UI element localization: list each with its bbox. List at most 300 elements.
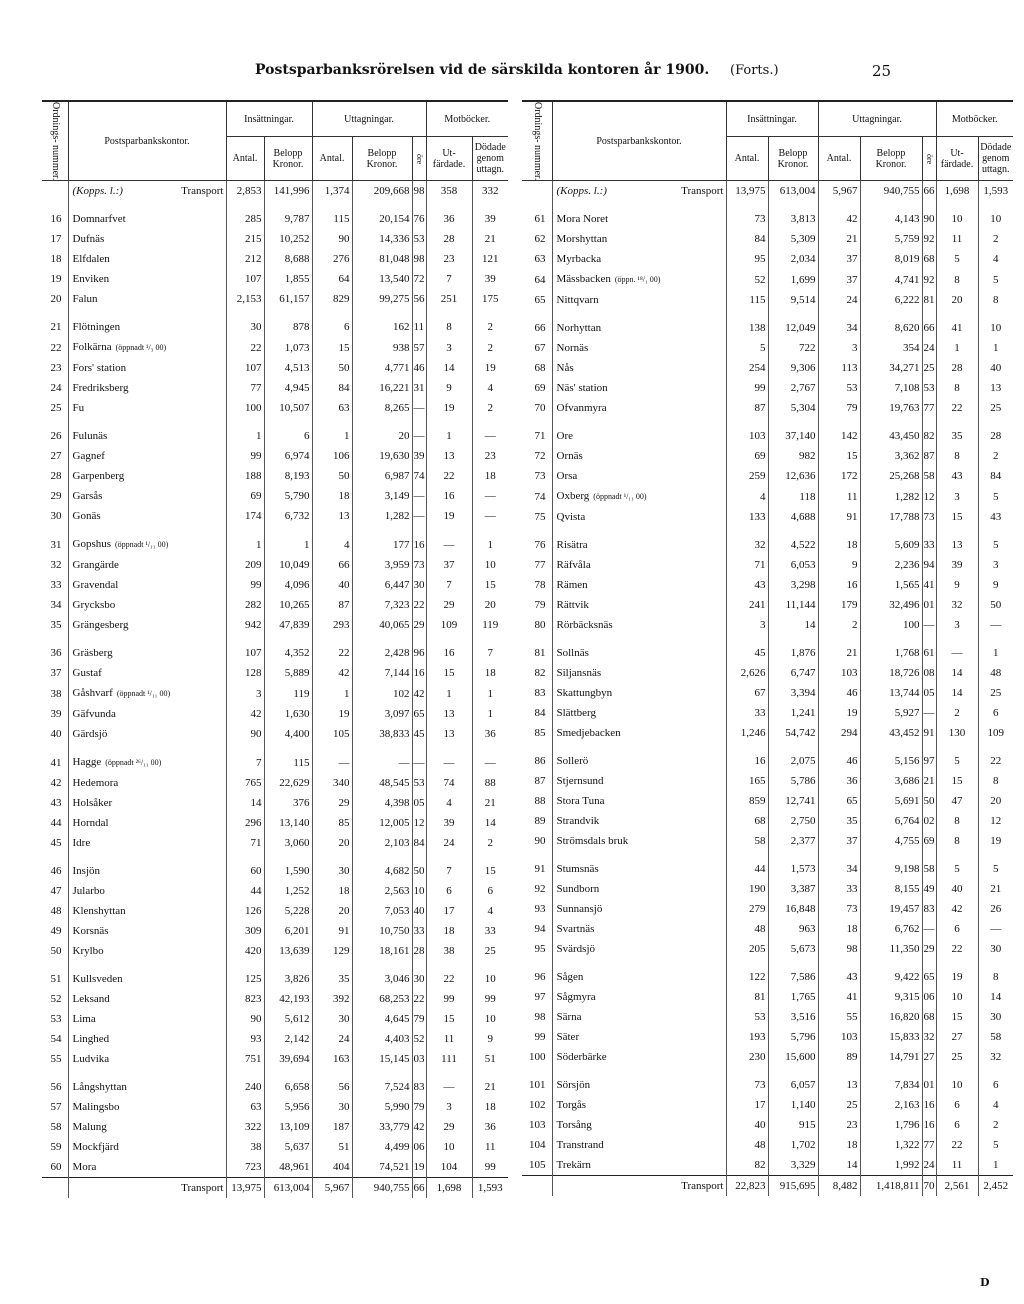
- cell-utt-kronor: 3,149: [352, 486, 412, 506]
- cell-utt-antal: 42: [312, 663, 352, 683]
- table-row: [522, 831, 1013, 851]
- cell-dod: 19: [978, 831, 1013, 851]
- office-name: [68, 1069, 226, 1097]
- table-row: [42, 337, 508, 358]
- office-name: [552, 831, 726, 851]
- office-name: [68, 921, 226, 941]
- cell-ins-antal: 190: [726, 879, 768, 899]
- cell-dod: 21: [978, 879, 1013, 899]
- office-name: [552, 1027, 726, 1047]
- cell-ins-belopp: 1,699: [768, 269, 818, 290]
- cell-utt-kronor: 7,524: [352, 1069, 412, 1097]
- cell-ins-belopp: 6,658: [264, 1069, 312, 1097]
- cell-utf: 29: [426, 595, 472, 615]
- cell-ins-belopp: 3,060: [264, 833, 312, 853]
- cell-utt-kronor: 4,143: [860, 201, 922, 229]
- cell-ins-antal: 723: [226, 1157, 264, 1178]
- table-row: [522, 507, 1013, 527]
- cell-utf: 13: [426, 724, 472, 744]
- table-row: [522, 1155, 1013, 1176]
- office-name: [552, 418, 726, 446]
- cell-utt-kronor: 48,545: [352, 773, 412, 793]
- cell-dod: —: [472, 744, 508, 773]
- cell-utf: 16: [426, 486, 472, 506]
- row-number: 19: [50, 273, 62, 286]
- transport-label: [552, 181, 726, 202]
- cell-utf: 130: [936, 723, 978, 743]
- table-row: [522, 229, 1013, 249]
- table-row: [42, 1029, 508, 1049]
- left-table: [42, 100, 508, 1198]
- row-number: 23: [50, 362, 62, 375]
- cell-ins-antal: 3: [226, 683, 264, 704]
- office-name: [552, 1115, 726, 1135]
- table-row: [42, 793, 508, 813]
- office-name-text: Fors' station: [72, 362, 127, 375]
- cell-utt-ore: 45: [412, 724, 426, 744]
- office-name: [552, 358, 726, 378]
- cell-utt-kronor: 19,763: [860, 398, 922, 418]
- cell-ins-belopp: 54,742: [768, 723, 818, 743]
- cell-utt-antal: 404: [312, 1157, 352, 1178]
- office-name: [68, 941, 226, 961]
- cell-utt-ore: 05: [412, 793, 426, 813]
- cell-utf: 1: [936, 338, 978, 358]
- cell-utf: —: [426, 1069, 472, 1097]
- cell-dod: 10: [472, 1009, 508, 1029]
- office-name: [552, 201, 726, 229]
- cell-ins-belopp: 3,813: [768, 201, 818, 229]
- cell-ins-belopp: 5,304: [768, 398, 818, 418]
- cell-utt-kronor: 2,428: [352, 635, 412, 663]
- cell-ins-belopp: 8,193: [264, 466, 312, 486]
- cell-ins-belopp: 10,507: [264, 398, 312, 418]
- cell-utt-antal: 34: [818, 851, 860, 879]
- office-name-text: Qvista: [556, 511, 586, 524]
- row-number: 27: [50, 450, 62, 463]
- office-name: [68, 1137, 226, 1157]
- cell-utf: 10: [936, 987, 978, 1007]
- cell-dod: 48: [978, 663, 1013, 683]
- cell-ins-antal: 296: [226, 813, 264, 833]
- cell-utt-antal: 340: [312, 773, 352, 793]
- cell-ins-belopp: 10,252: [264, 229, 312, 249]
- cell-utt-antal: 179: [818, 595, 860, 615]
- table-row: [42, 446, 508, 466]
- office-name-text: Idre: [72, 837, 91, 850]
- col-header-kontor: Postsparbankskontor.: [68, 101, 226, 181]
- row-number: 105: [529, 1159, 546, 1172]
- cell-ins-antal: 22,823: [726, 1176, 768, 1197]
- office-name-text: Grängesberg: [72, 619, 129, 632]
- cell-utt-ore: 72: [412, 269, 426, 289]
- table-row: [42, 1117, 508, 1137]
- cell-ins-belopp: 13,639: [264, 941, 312, 961]
- col-header-utt-belopp: [352, 137, 412, 181]
- cell-utt-kronor: 6,762: [860, 919, 922, 939]
- cell-ins-antal: 90: [226, 724, 264, 744]
- cell-utt-kronor: 102: [352, 683, 412, 704]
- office-name: [552, 378, 726, 398]
- office-name: [552, 269, 726, 290]
- cell-ins-antal: 122: [726, 959, 768, 987]
- cell-utt-antal: —: [312, 744, 352, 773]
- cell-ins-antal: 107: [226, 635, 264, 663]
- office-name: [68, 961, 226, 989]
- cell-dod: 32: [978, 1047, 1013, 1067]
- cell-utt-antal: 1: [312, 683, 352, 704]
- cell-utt-antal: 115: [312, 201, 352, 229]
- cell-utf: 9: [426, 378, 472, 398]
- cell-utf: 6: [936, 1095, 978, 1115]
- office-name-text: Torgås: [556, 1099, 587, 1112]
- cell-utf: 3: [426, 337, 472, 358]
- cell-dod: 7: [472, 635, 508, 663]
- cell-utt-ore: 53: [922, 378, 936, 398]
- table-row: [522, 959, 1013, 987]
- cell-utf: 43: [936, 466, 978, 486]
- cell-utf: 5: [936, 851, 978, 879]
- office-name: [68, 1117, 226, 1137]
- cell-dod: 10: [472, 961, 508, 989]
- office-name: [68, 506, 226, 526]
- cell-dod: —: [978, 919, 1013, 939]
- row-number: [42, 181, 68, 202]
- col-header-utfardade: Ut- färdade.: [936, 137, 978, 181]
- cell-ins-belopp: 1,073: [264, 337, 312, 358]
- cell-utt-ore: 94: [922, 555, 936, 575]
- col-header-ore: [922, 137, 936, 181]
- row-number: 87: [534, 775, 546, 788]
- transport-in-row: [42, 181, 508, 202]
- cell-utf: 40: [936, 879, 978, 899]
- cell-utf: 29: [426, 1117, 472, 1137]
- table-row: [42, 398, 508, 418]
- cell-utt-kronor: 940,755: [352, 1178, 412, 1199]
- cell-ins-antal: 209: [226, 555, 264, 575]
- table-row: [42, 358, 508, 378]
- cell-utf: 10: [426, 1137, 472, 1157]
- table-row: [522, 486, 1013, 507]
- cell-dod: 14: [472, 813, 508, 833]
- office-name-text: Nås: [556, 362, 574, 375]
- cell-ins-belopp: 3,826: [264, 961, 312, 989]
- cell-utt-antal: 56: [312, 1069, 352, 1097]
- cell-ins-belopp: 2,142: [264, 1029, 312, 1049]
- office-name-text: Sundborn: [556, 883, 600, 896]
- office-name-text: Mockfjärd: [72, 1141, 119, 1154]
- cell-utt-antal: 21: [818, 635, 860, 663]
- cell-ins-antal: 16: [726, 743, 768, 771]
- cell-ins-antal: 240: [226, 1069, 264, 1097]
- cell-utf: 17: [426, 901, 472, 921]
- office-name-text: Mora: [72, 1161, 97, 1174]
- cell-utf: 5: [936, 743, 978, 771]
- cell-ins-belopp: 3,387: [768, 879, 818, 899]
- cell-utt-antal: 19: [312, 704, 352, 724]
- cell-utt-ore: 33: [412, 921, 426, 941]
- cell-utf: 25: [936, 1047, 978, 1067]
- office-name-text: Strömsdals bruk: [556, 835, 629, 848]
- cell-utf: 8: [936, 269, 978, 290]
- cell-utt-antal: 18: [818, 1135, 860, 1155]
- cell-ins-belopp: 13,109: [264, 1117, 312, 1137]
- row-number: 83: [534, 687, 546, 700]
- cell-dod: 121: [472, 249, 508, 269]
- table-row: [522, 290, 1013, 310]
- table-row: [522, 939, 1013, 959]
- cell-utt-kronor: 38,833: [352, 724, 412, 744]
- office-note: (öppn. ¹⁸/₁ 00): [614, 275, 661, 285]
- cell-utt-kronor: 15,833: [860, 1027, 922, 1047]
- cell-utt-antal: 79: [818, 398, 860, 418]
- cell-ins-antal: 95: [726, 249, 768, 269]
- cell-ins-belopp: 6,732: [264, 506, 312, 526]
- cell-utt-ore: —: [922, 615, 936, 635]
- cell-utt-kronor: 2,563: [352, 881, 412, 901]
- cell-dod: 25: [978, 683, 1013, 703]
- cell-dod: 2: [472, 309, 508, 337]
- office-name: [552, 446, 726, 466]
- cell-ins-belopp: 3,298: [768, 575, 818, 595]
- cell-utt-ore: 11: [412, 309, 426, 337]
- cell-utt-antal: 1: [312, 418, 352, 446]
- office-name-text: Svartnäs: [556, 923, 595, 936]
- table-row: [522, 555, 1013, 575]
- page-title: Postsparbanksrörelsen vid de särskilda kontoren år 1900.: [255, 62, 710, 78]
- table-row: [42, 961, 508, 989]
- cell-utf: 2: [936, 703, 978, 723]
- cell-ins-belopp: 7,586: [768, 959, 818, 987]
- cell-utf: 7: [426, 853, 472, 881]
- cell-utt-antal: 46: [818, 743, 860, 771]
- office-name: [552, 466, 726, 486]
- table-row: [522, 615, 1013, 635]
- cell-utt-antal: 103: [818, 663, 860, 683]
- cell-utt-ore: 53: [412, 773, 426, 793]
- row-number: 45: [50, 837, 62, 850]
- cell-dod: 9: [978, 575, 1013, 595]
- cell-utf: 28: [936, 358, 978, 378]
- cell-utt-antal: 35: [312, 961, 352, 989]
- cell-utt-kronor: 18,161: [352, 941, 412, 961]
- cell-utt-ore: 16: [412, 663, 426, 683]
- office-name: [68, 289, 226, 309]
- cell-utt-antal: 106: [312, 446, 352, 466]
- cell-utt-antal: 21: [818, 229, 860, 249]
- cell-utt-antal: 42: [818, 201, 860, 229]
- office-name: [552, 899, 726, 919]
- cell-utt-kronor: 1,768: [860, 635, 922, 663]
- cell-utt-antal: 89: [818, 1047, 860, 1067]
- cell-utt-kronor: 8,620: [860, 310, 922, 338]
- office-name-text: Oxberg: [556, 490, 590, 503]
- cell-utf: 3: [936, 615, 978, 635]
- cell-utt-ore: 41: [922, 575, 936, 595]
- cell-ins-antal: 215: [226, 229, 264, 249]
- cell-ins-belopp: 12,741: [768, 791, 818, 811]
- row-number: 75: [534, 511, 546, 524]
- office-name: [552, 290, 726, 310]
- cell-utf: 5: [936, 249, 978, 269]
- office-name-text: Långshyttan: [72, 1081, 127, 1094]
- office-name-text: Garpenberg: [72, 470, 125, 483]
- cell-ins-antal: 68: [726, 811, 768, 831]
- col-header-utt-antal: Antal.: [312, 137, 352, 181]
- office-name-text: Räfvåla: [556, 559, 591, 572]
- cell-ins-antal: 71: [726, 555, 768, 575]
- office-note: (öppnadt ²⁶/₁₁ 00): [105, 758, 162, 768]
- col-header-utfardade: Ut- färdade.: [426, 137, 472, 181]
- row-number: 73: [534, 470, 546, 483]
- cell-utf: 13: [426, 446, 472, 466]
- cell-ins-belopp: 61,157: [264, 289, 312, 309]
- cell-utt-antal: 2: [818, 615, 860, 635]
- cell-utt-ore: 22: [412, 989, 426, 1009]
- office-name: [68, 1049, 226, 1069]
- office-name: [552, 663, 726, 683]
- cell-utf: 1: [426, 418, 472, 446]
- cell-utf: 28: [426, 229, 472, 249]
- table-row: [42, 506, 508, 526]
- cell-utt-kronor: 4,755: [860, 831, 922, 851]
- cell-ins-belopp: 48,961: [264, 1157, 312, 1178]
- cell-utt-antal: 29: [312, 793, 352, 813]
- office-name: [552, 703, 726, 723]
- col-header-kontor: Postsparbankskontor.: [552, 101, 726, 181]
- table-row: [42, 683, 508, 704]
- row-number: 39: [50, 708, 62, 721]
- office-name: [68, 595, 226, 615]
- cell-ins-antal: 82: [726, 1155, 768, 1176]
- cell-utt-antal: 50: [312, 466, 352, 486]
- cell-dod: 18: [472, 466, 508, 486]
- office-name-text: Näs' station: [556, 382, 608, 395]
- cell-utt-kronor: 13,744: [860, 683, 922, 703]
- cell-ins-belopp: 4,688: [768, 507, 818, 527]
- cell-ins-antal: 279: [726, 899, 768, 919]
- office-name-text: Stora Tuna: [556, 795, 605, 808]
- office-name: [68, 833, 226, 853]
- cell-utt-ore: 56: [412, 289, 426, 309]
- cell-dod: 1: [472, 683, 508, 704]
- cell-utf: 99: [426, 989, 472, 1009]
- table-row: [522, 723, 1013, 743]
- row-number: 76: [534, 539, 546, 552]
- cell-utt-ore: 77: [922, 398, 936, 418]
- cell-dod: 25: [472, 941, 508, 961]
- cell-ins-antal: 42: [226, 704, 264, 724]
- cell-utt-kronor: 1,322: [860, 1135, 922, 1155]
- table-row: [42, 269, 508, 289]
- cell-ins-belopp: 613,004: [264, 1178, 312, 1199]
- cell-ins-belopp: 9,514: [768, 290, 818, 310]
- office-name-text: Sollerö: [556, 755, 589, 768]
- cell-ins-belopp: 1,241: [768, 703, 818, 723]
- cell-utt-antal: 172: [818, 466, 860, 486]
- cell-utt-ore: 29: [412, 615, 426, 635]
- cell-dod: 25: [978, 398, 1013, 418]
- cell-utt-ore: 16: [412, 526, 426, 555]
- cell-ins-antal: 81: [726, 987, 768, 1007]
- cell-ins-antal: 125: [226, 961, 264, 989]
- cell-dod: 30: [978, 939, 1013, 959]
- cell-ins-belopp: 9,306: [768, 358, 818, 378]
- row-number: 28: [50, 470, 62, 483]
- cell-ins-belopp: 3,394: [768, 683, 818, 703]
- cell-utt-ore: 77: [922, 1135, 936, 1155]
- table-row: [522, 635, 1013, 663]
- cell-utt-ore: 82: [922, 418, 936, 446]
- row-number: 62: [534, 233, 546, 246]
- office-name: [68, 526, 226, 555]
- table-row: [42, 1009, 508, 1029]
- cell-utt-ore: 32: [922, 1027, 936, 1047]
- cell-utt-ore: 98: [412, 249, 426, 269]
- cell-utt-antal: 14: [818, 1155, 860, 1176]
- row-number: 86: [534, 755, 546, 768]
- cell-utt-ore: 66: [922, 181, 936, 202]
- cell-ins-antal: 13,975: [726, 181, 768, 202]
- cell-utt-antal: 4: [312, 526, 352, 555]
- cell-utt-ore: 24: [922, 338, 936, 358]
- office-name: [68, 358, 226, 378]
- cell-ins-antal: 4: [726, 486, 768, 507]
- cell-utf: 14: [936, 683, 978, 703]
- office-name-text: Ludvika: [72, 1053, 110, 1066]
- table-row: [522, 919, 1013, 939]
- table-row: [42, 1137, 508, 1157]
- cell-utt-ore: 03: [412, 1049, 426, 1069]
- office-name-text: Jularbo: [72, 885, 105, 898]
- col-header-ins-belopp: Belopp Kronor.: [264, 137, 312, 181]
- cell-utf: 74: [426, 773, 472, 793]
- cell-utt-ore: 92: [922, 269, 936, 290]
- cell-utf: 251: [426, 289, 472, 309]
- row-number: 47: [50, 885, 62, 898]
- cell-ins-belopp: 982: [768, 446, 818, 466]
- table-row: [42, 615, 508, 635]
- table-row: [522, 358, 1013, 378]
- cell-dod: 332: [472, 181, 508, 202]
- cell-utt-ore: 66: [412, 1178, 426, 1199]
- cell-ins-antal: 44: [726, 851, 768, 879]
- cell-dod: 175: [472, 289, 508, 309]
- cell-utt-ore: 74: [412, 466, 426, 486]
- cell-utt-antal: 87: [312, 595, 352, 615]
- cell-ins-belopp: 1,702: [768, 1135, 818, 1155]
- cell-dod: 99: [472, 989, 508, 1009]
- office-name: [552, 743, 726, 771]
- cell-utf: 19: [426, 398, 472, 418]
- row-number: 51: [50, 973, 62, 986]
- cell-dod: 9: [472, 1029, 508, 1049]
- office-name-text: Torsång: [556, 1119, 592, 1132]
- cell-utt-antal: 37: [818, 269, 860, 290]
- cell-utt-antal: 65: [818, 791, 860, 811]
- office-name-text: Ofvanmyra: [556, 402, 607, 415]
- cell-utt-ore: 65: [922, 959, 936, 987]
- cell-utf: 23: [426, 249, 472, 269]
- cell-utf: 20: [936, 290, 978, 310]
- cell-utt-antal: 24: [818, 290, 860, 310]
- cell-utt-antal: 43: [818, 959, 860, 987]
- col-header-ordnings-label: Ordnings- nummer.: [531, 102, 543, 181]
- office-name: [552, 771, 726, 791]
- cell-utt-antal: 18: [312, 486, 352, 506]
- cell-dod: 11: [472, 1137, 508, 1157]
- office-name: [552, 575, 726, 595]
